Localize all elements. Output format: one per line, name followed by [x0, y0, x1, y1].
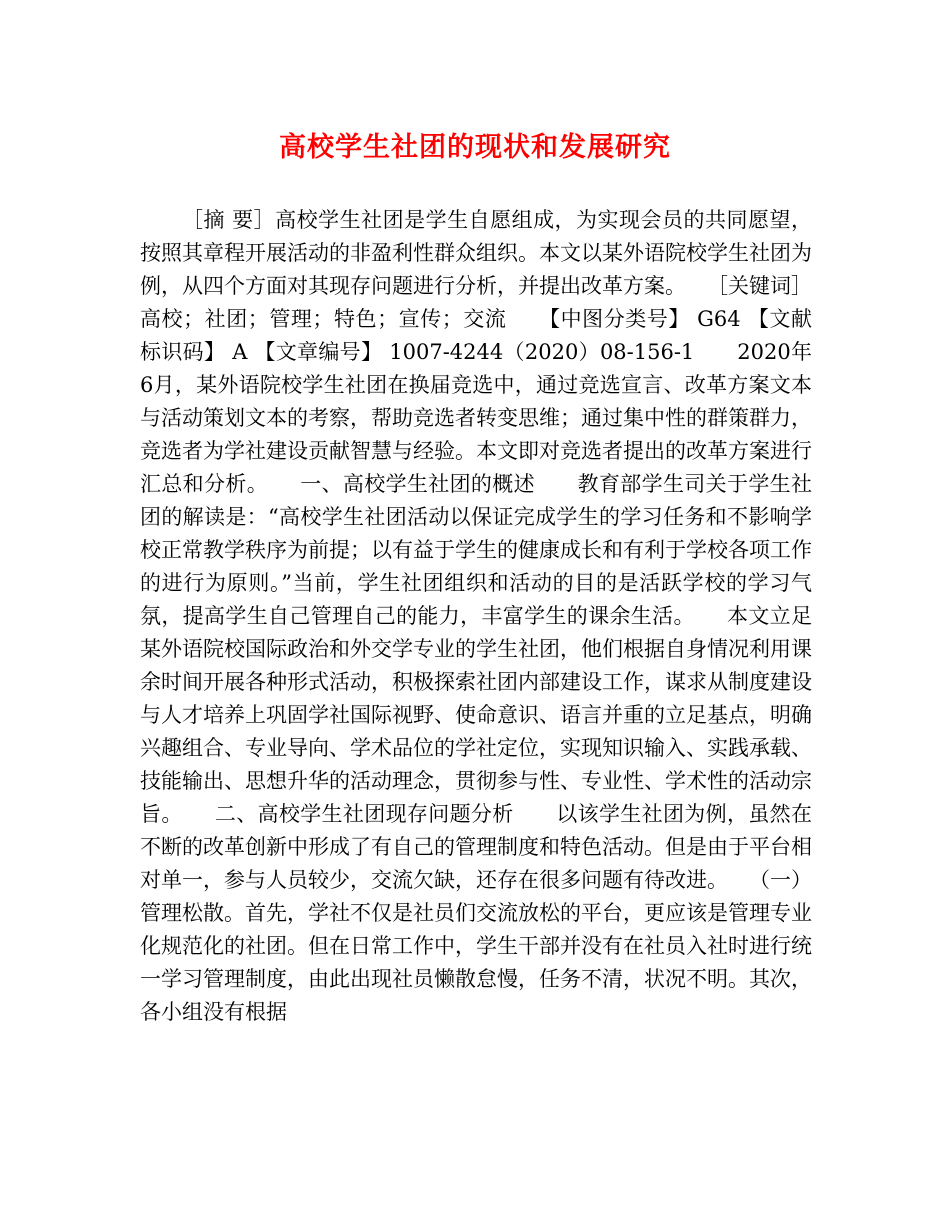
document-title: 高校学生社团的现状和发展研究: [279, 132, 671, 163]
document-body: ［摘 要］高校学生社团是学生自愿组成，为实现会员的共同愿望，按照其章程开展活动的非盈利性群众组织。本文以某外语院校学生社团为例，从四个方面对其现存问题进行分析，并提出改革方案。 ［关键词］高校；社团；管理；特色；宣传；交流 【中图分类号】 G64 【文献标识码】 A 【文章编号】 1007-4244（2020）08-156-1 2020年6月，某外语院校学生社团在换届竞选中，通过竞选宣言、改革方案文本与活动策划文本的考察，帮助竞选者转变思维；通过集中性的群策群力，竞选者为学社建设贡献智慧与经验。本文即对竞选者提出的改革方案进行汇总和分析。 一、高校学生社团的概述 教育部学生司关于学生社团的解读是：“高校学生社团活动以保证完成学生的学习任务和不影响学校正常教学秩序为前提；以有益于学生的健康成长和有利于学校各项工作的进行为原则。”当前，学生社团组织和活动的目的是活跃学校的学习气氛，提高学生自己管理自己的能力，丰富学生的课余生活。 本文立足某外语院校国际政治和外交学专业的学生社团，他们根据自身情况利用课余时间开展各种形式活动，积极探索社团内部建设工作，谋求从制度建设与人才培养上巩固学社国际视野、使命意识、语言并重的立足基点，明确兴趣组合、专业导向、学术品位的学社定位，实现知识输入、实践承载、技能输出、思想升华的活动理念，贯彻参与性、专业性、学术性的活动宗旨。 二、高校学生社团现存问题分析 以该学生社团为例，虽然在不断的改革创新中形成了有自己的管理制度和特色活动。但是由于平台相对单一，参与人员较少，交流欠缺，还存在很多问题有待改进。 （一）管理松散。首先，学社不仅是社员们交流放松的平台，更应该是管理专业化规范化的社团。但在日常工作中，学生干部并没有在社员入社时进行统一学习管理制度，由此出现社员懒散怠慢，任务不清，状况不明。其次，各小组没有根据: [140, 208, 812, 1024]
